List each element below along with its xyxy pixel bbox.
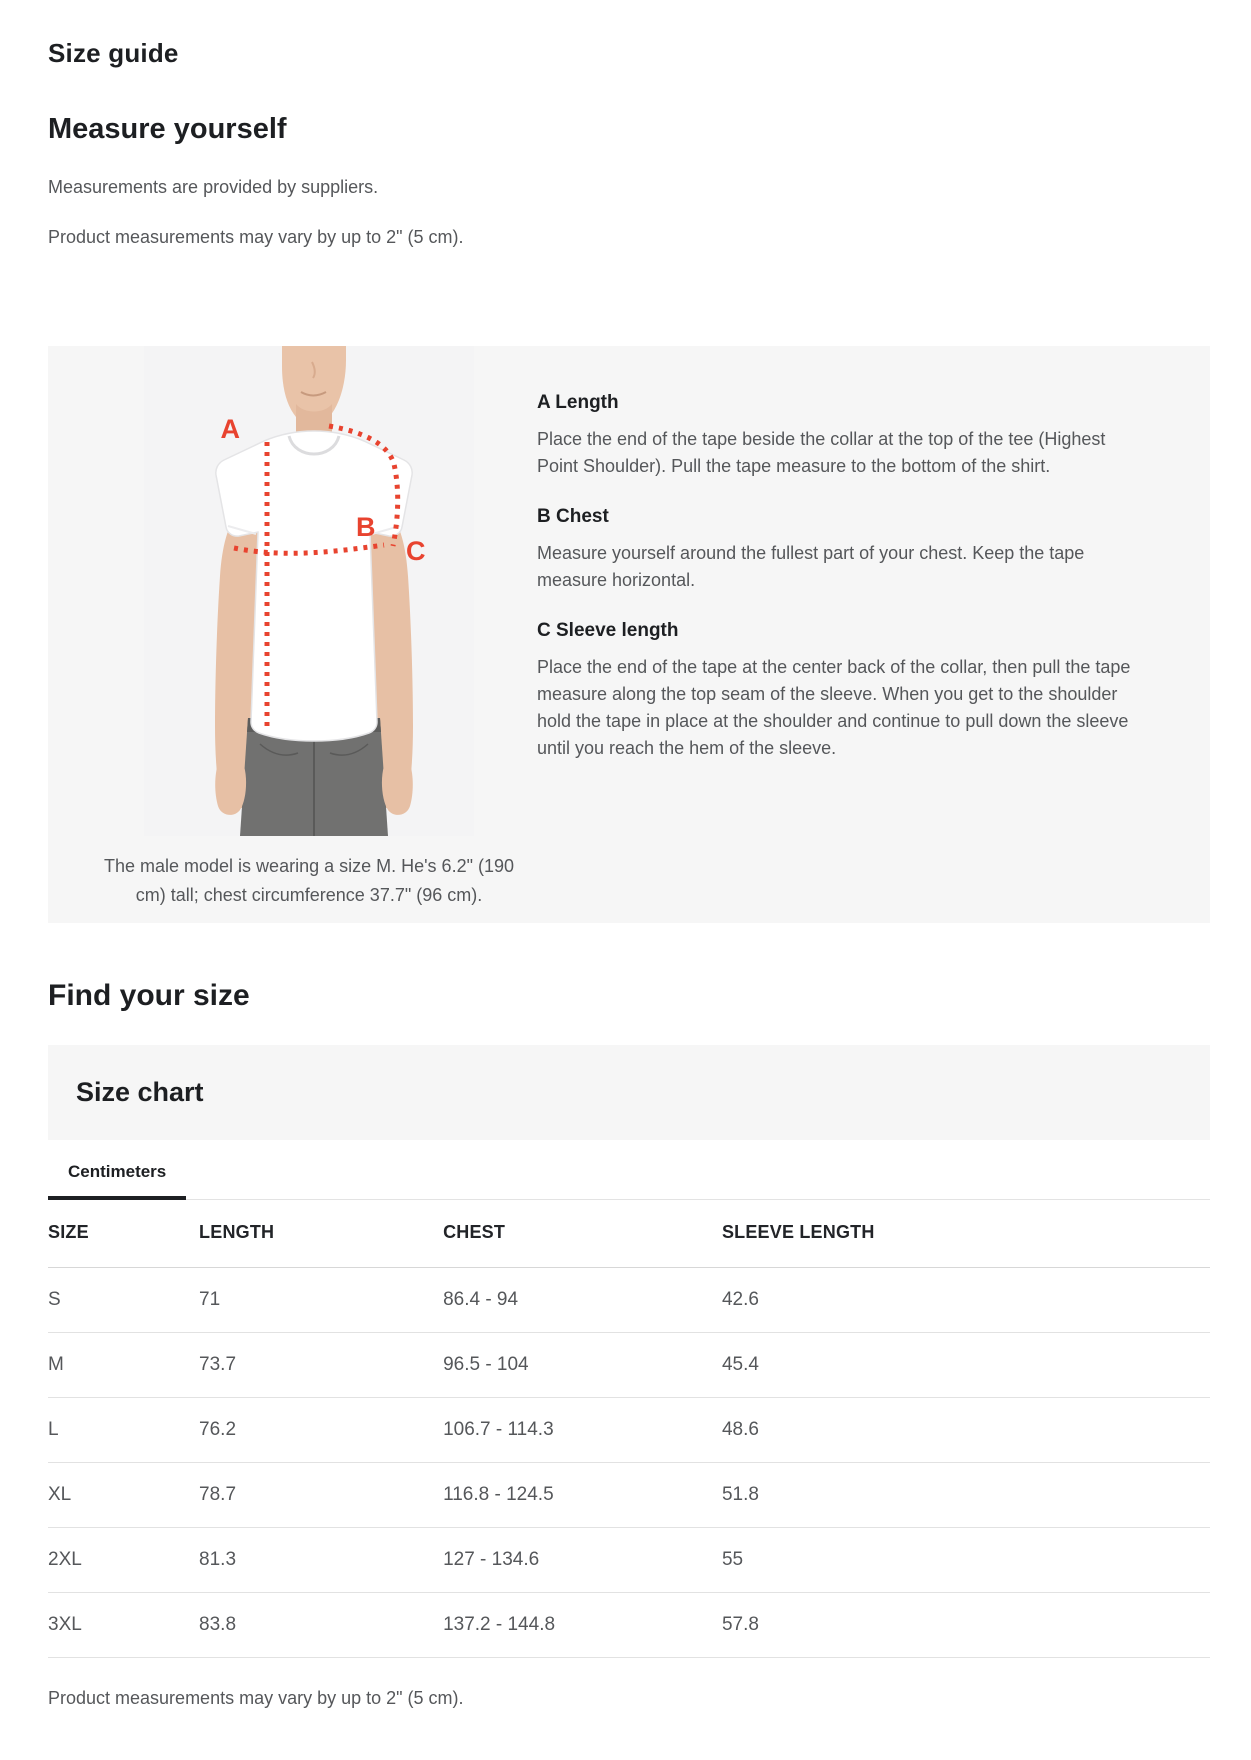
diagram-label-c: C (406, 536, 426, 567)
column-header-length: LENGTH (199, 1222, 443, 1268)
cell-chest: 116.8 - 124.5 (443, 1463, 722, 1528)
cell-sleeve: 55 (722, 1528, 1210, 1593)
column-header-sleeve-length: SLEEVE LENGTH (722, 1222, 1210, 1268)
cell-chest: 106.7 - 114.3 (443, 1398, 722, 1463)
cell-length: 83.8 (199, 1593, 443, 1658)
table-row-2xl (48, 1528, 1210, 1593)
cell-sleeve: 57.8 (722, 1593, 1210, 1658)
cell-sleeve: 48.6 (722, 1398, 1210, 1463)
measurement-item-chest-title: B Chest (537, 506, 609, 528)
diagram-label-a: A (220, 414, 240, 445)
cell-length: 81.3 (199, 1528, 443, 1593)
cell-chest: 96.5 - 104 (443, 1333, 722, 1398)
model-photo (144, 346, 474, 836)
measurement-item-sleeve-desc: Place the end of the tape at the center back of the collar, then pull the tape measure along the top seam of the sleeve. When you get to the shoulder hold the tape in place at the shoulder and continue to pull down the sleeve until you reach the hem of the sleeve. (537, 657, 1131, 759)
cell-sleeve: 42.6 (722, 1268, 1210, 1333)
table-row-3xl (48, 1593, 1210, 1658)
cell-length: 78.7 (199, 1463, 443, 1528)
cell-chest: 127 - 134.6 (443, 1528, 722, 1593)
unit-tabs (48, 1162, 1210, 1200)
cell-sleeve: 51.8 (722, 1463, 1210, 1528)
diagram-label-b: B (356, 512, 376, 543)
cell-length: 73.7 (199, 1333, 443, 1398)
cell-chest: 137.2 - 144.8 (443, 1593, 722, 1658)
cell-size: 3XL (48, 1593, 199, 1658)
model-measurement-diagram (144, 346, 474, 836)
measure-yourself-heading: Measure yourself (48, 113, 287, 145)
note-suppliers: Measurements are provided by suppliers. (48, 177, 379, 197)
measure-panel (48, 346, 1210, 923)
measurement-item-length-title: A Length (537, 392, 619, 414)
cell-chest: 86.4 - 94 (443, 1268, 722, 1333)
cell-size: XL (48, 1463, 199, 1528)
model-caption: The male model is wearing a size M. He's 6.2" (190 cm) tall; chest circumference 37.7" (96 cm). (104, 856, 515, 905)
cell-length: 76.2 (199, 1398, 443, 1463)
measurement-item-chest-desc: Measure yourself around the fullest part of your chest. Keep the tape measure horizontal. (537, 543, 1085, 591)
cell-size: S (48, 1268, 199, 1333)
table-row-xl (48, 1463, 1210, 1528)
table-row-s (48, 1268, 1210, 1333)
table-row-m (48, 1333, 1210, 1398)
measurement-item-length-desc: Place the end of the tape beside the collar at the top of the tee (Highest Point Shoulder). Pull the tape measure to the bottom of the shirt. (537, 429, 1106, 477)
column-header-size: SIZE (48, 1222, 199, 1268)
table-header-row (48, 1222, 1210, 1268)
cell-size: L (48, 1398, 199, 1463)
find-your-size-heading: Find your size (48, 979, 250, 1013)
note-variance: Product measurements may vary by up to 2" (5 cm). (48, 227, 464, 248)
size-chart-title: Size chart (76, 1077, 204, 1108)
measurement-instructions (537, 346, 1210, 923)
cell-size: 2XL (48, 1528, 199, 1593)
column-header-chest: CHEST (443, 1222, 722, 1268)
cell-sleeve: 45.4 (722, 1333, 1210, 1398)
table-footnote: Product measurements may vary by up to 2" (5 cm). (48, 1688, 464, 1709)
size-chart-header (48, 1045, 1210, 1140)
cell-size: M (48, 1333, 199, 1398)
page-title: Size guide (48, 38, 179, 68)
size-table (48, 1222, 1210, 1658)
tab-centimeters[interactable]: Centimeters (48, 1162, 186, 1200)
cell-length: 71 (199, 1268, 443, 1333)
model-photo-column (48, 346, 537, 923)
measurement-item-sleeve-title: C Sleeve length (537, 620, 679, 642)
table-row-l (48, 1398, 1210, 1463)
